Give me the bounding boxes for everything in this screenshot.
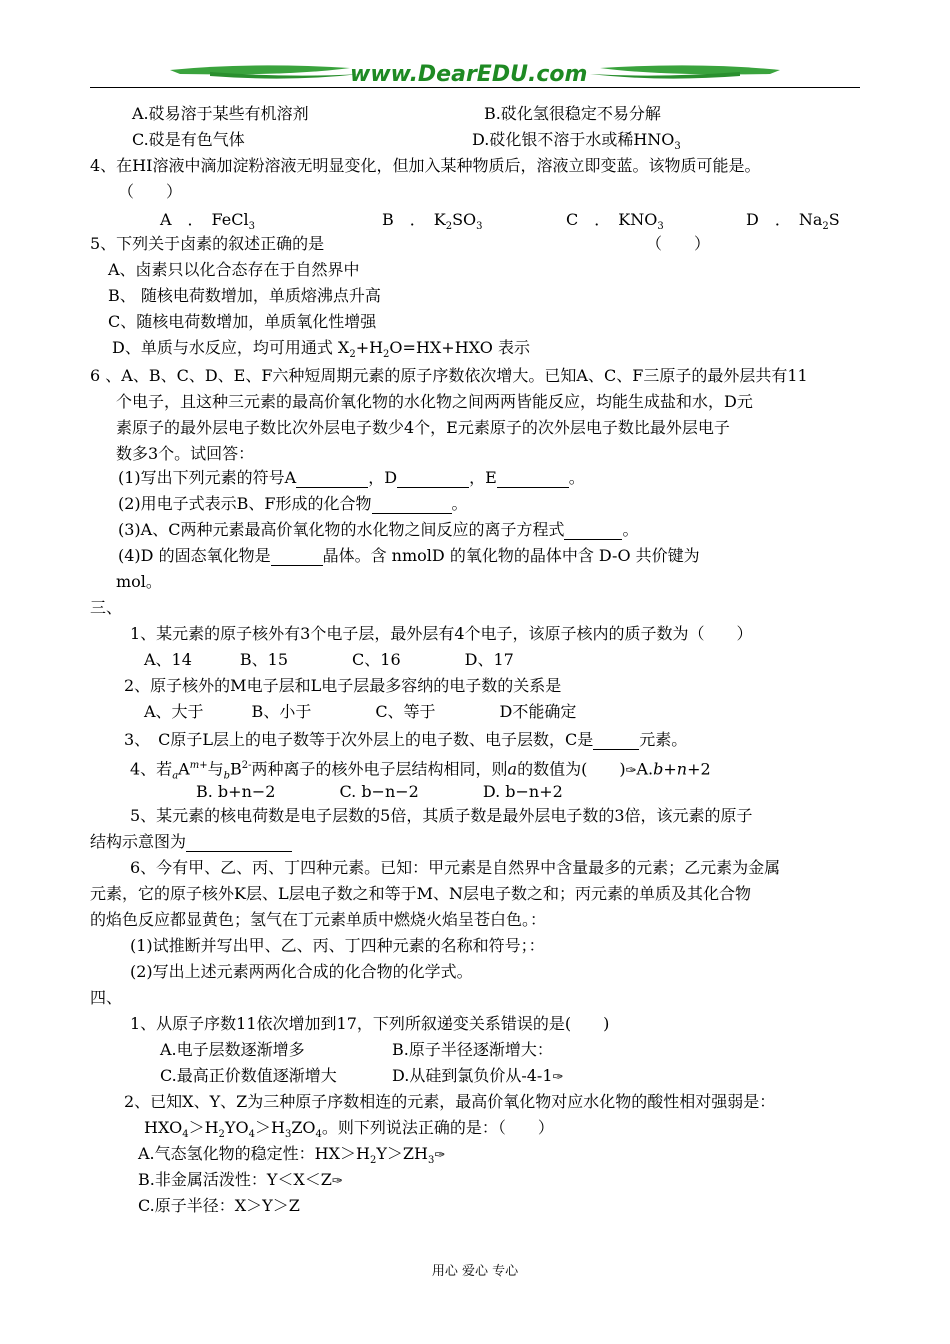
s4-q1-option-a: A.电子层数逐渐增多 [160, 1040, 305, 1059]
s3-q2-options: A、大于 B、小于 C、等于 D不能确定 [144, 702, 577, 721]
s3-question-6-line1: 6、今有甲、乙、丙、丁四种元素。已知：甲元素是自然界中含量最多的元素；乙元素为金属 [130, 858, 781, 877]
q5-option-c: C、随核电荷数增加，单质氧化性增强 [108, 312, 377, 331]
s4-q2-option-b: B.非金属活泼性：Y＜X＜Z✑ [138, 1170, 343, 1189]
wingding-glyph: ✑ [552, 1070, 564, 1085]
q6-sub4-cont: mol。 [116, 572, 162, 591]
q5-option-d: D、单质与水反应，均可用通式 $X_2+H_2O=HX+HXO$ 表示 [112, 338, 530, 361]
option-c: C.砹是有色气体 [132, 130, 245, 149]
s3-question-4: 4、若$_aA^{m+}$与$_bB^{2-}$两种离子的核外电子层结构相同，则a的数值为( )✑A.b+n+2 [130, 759, 711, 782]
s3-question-1: 1、某元素的原子核外有3个电子层，最外层有4个电子，该原子核内的质子数为（ ） [130, 624, 753, 643]
s4-question-2: 2、已知X、Y、Z为三种原子序数相连的元素，最高价氧化物对应水化物的酸性相对强弱是： [124, 1092, 776, 1111]
section-3-title: 三、 [90, 598, 123, 617]
wingding-glyph: ✑ [625, 763, 637, 779]
option-d: D.砹化银不溶于水或稀$HNO_3$ [472, 130, 681, 153]
s4-question-2-formula: $HXO_4>H_2YO_4>H_3ZO_4$。则下列说法正确的是：（ ） [144, 1118, 554, 1141]
s3-q4-options: B. b+n−2 C. b−n−2 D. b−n+2 [196, 782, 563, 801]
banner-swoosh-left [170, 65, 350, 74]
question-5-paren: （ ） [646, 234, 711, 253]
q4-option-a: A ． FeCl$_3$ [160, 210, 255, 233]
q6-sub4: (4)D 的固态氧化物是 晶体。含 nmolD 的氧化物的晶体中含 D-O 共价键为 [118, 546, 700, 565]
s3-question-6-line2: 元素，它的原子核外K层、L层电子数之和等于M、N层电子数之和；丙元素的单质及其化合物 [90, 884, 751, 903]
s4-q2-option-c: C.原子半径：X＞Y＞Z [138, 1196, 300, 1215]
s4-q2-option-a: A.气态氢化物的稳定性：$HX>H_2Y>ZH_3✑$ [138, 1144, 446, 1167]
q5-option-a: A、卤素只以化合态存在于自然界中 [108, 260, 360, 279]
s3-question-2: 2、原子核外的M电子层和L电子层最多容纳的电子数的关系是 [124, 676, 562, 695]
q6-sub1: (1)写出下列元素的符号A ，D ，E 。 [118, 468, 585, 487]
question-4: 4、在HI溶液中滴加淀粉溶液无明显变化，但加入某种物质后，溶液立即变蓝。该物质可能是。 [90, 156, 761, 175]
site-logo-text[interactable]: www.DearEDU.com [350, 62, 588, 87]
s3-question-3: 3、 C原子L层上的电子数等于次外层上的电子数、电子层数，C是 元素。 [124, 730, 688, 749]
s4-q1-option-c: C.最高正价数值逐渐增大 [160, 1066, 337, 1085]
question-6-line4: 数多3个。试回答： [116, 444, 255, 463]
q5-option-b: B、 随核电荷数增加，单质熔沸点升高 [108, 286, 381, 305]
wingding-glyph: ✑ [331, 1174, 343, 1189]
section-4-title: 四、 [90, 988, 123, 1007]
s3-question-6-line3: 的焰色反应都显黄色；氢气在丁元素单质中燃烧火焰呈苍白色。： [90, 910, 547, 929]
q4-option-c: C ． $KNO_3$ [566, 210, 664, 233]
s3-question-5: 5、某元素的核电荷数是电子层数的5倍，其质子数是最外层电子数的3倍，该元素的原子 [130, 806, 753, 825]
q4-option-d: D ． $Na_2S$ [746, 210, 840, 233]
header-rule [90, 87, 860, 88]
wingding-glyph: ✑ [434, 1148, 446, 1163]
option-a: A.砹易溶于某些有机溶剂 [132, 104, 309, 123]
s3-question-6-sub1: (1)试推断并写出甲、乙、丙、丁四种元素的名称和符号；： [130, 936, 545, 955]
q6-sub3: (3)A、C两种元素最高价氧化物的水化物之间反应的离子方程式 。 [118, 520, 639, 539]
question-5: 5、下列关于卤素的叙述正确的是 [90, 234, 325, 253]
s4-question-1: 1、从原子序数11依次增加到17，下列所叙递变关系错误的是( ) [130, 1014, 610, 1033]
question-4-paren: （ ） [118, 182, 183, 201]
s3-question-6-sub2: (2)写出上述元素两两化合成的化合物的化学式。 [130, 962, 473, 981]
s3-question-5-cont: 结构示意图为 [90, 832, 292, 852]
question-6-line1: 6 、A、B、C、D、E、F六种短周期元素的原子序数依次增大。已知A、C、F三原子的最外层共有11 [90, 366, 808, 385]
s4-q1-option-d: D.从硅到氯负价从-4-1✑ [392, 1066, 564, 1085]
page-footer: 用心 爱心 专心 [431, 1264, 519, 1279]
option-b: B.砹化氢很稳定不易分解 [484, 104, 661, 123]
q4-option-b: B ． $K_2SO_3$ [382, 210, 483, 233]
question-6-line3: 素原子的最外层电子数比次外层电子数少4个，E元素原子的次外层电子数比最外层电子 [116, 418, 730, 437]
q6-sub2: (2)用电子式表示B、F形成的化合物 。 [118, 494, 468, 513]
question-6-line2: 个电子，且这种三元素的最高价氧化物的水化物之间两两皆能反应，均能生成盐和水，D元 [116, 392, 753, 411]
banner-swoosh-right [600, 65, 780, 74]
s3-q1-options: A、14 B、15 C、16 D、17 [144, 650, 514, 669]
s4-q1-option-b: B.原子半径逐渐增大： [392, 1040, 553, 1059]
